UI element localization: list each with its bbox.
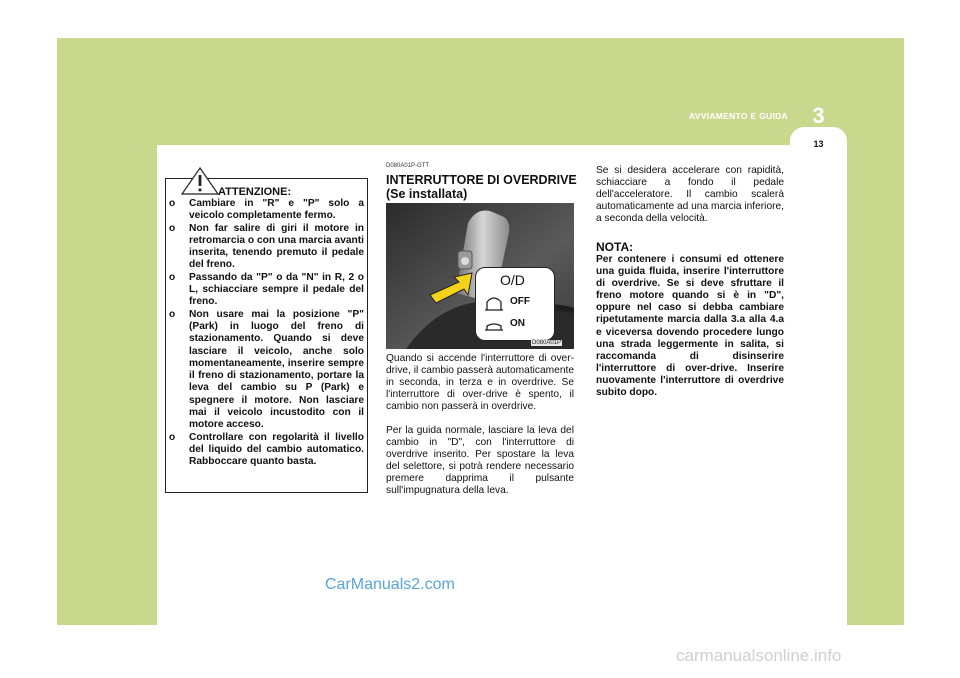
overdrive-paragraph-2: Per la guida normale, lasciare la leva del cambio in "D", con l'interruttore di overdrive inserito. Per spostare la leva del selettore, si potrà rendere necessario premere dapprima il pulsante sull'impugnatura della leva. bbox=[386, 425, 574, 497]
warning-triangle-icon bbox=[180, 166, 220, 196]
warning-item: o Passando da "P" o da "N" in R, 2 o L, schiacciare sempre il pedale del freno. bbox=[168, 272, 364, 309]
on-label: ON bbox=[510, 318, 525, 329]
top-margin bbox=[0, 0, 960, 38]
warning-title: ATTENZIONE: bbox=[218, 186, 292, 198]
note-title: NOTA: bbox=[596, 240, 634, 254]
overdrive-paragraph-1: Quando si accende l'interruttore di over-drive, il cambio passerà automaticamente in seconda, in terza e in overdrive. Se l'interruttore di over-drive è spento, il cambio non passerà in overdrive. bbox=[386, 353, 574, 413]
acceleration-paragraph: Se si desidera accelerare con rapidità, schiacciare a fondo il pedale dell'acceleratore. Il cambio scalerà automaticamente ad una marcia inferiore, a seconda della velocità. bbox=[596, 165, 785, 225]
page-number: 13 bbox=[813, 139, 824, 149]
note-text: Per contenere i consumi ed ottenere una guida fluida, inserire l'interruttore di overdrive. Se si deve sfruttare il freno motore quando si è in "D", oppure nel caso si debba cambiare ripetutamente marcia dalla 3.a alla 4.a e viceversa dovendo procedere lungo una strada leggermente in salita, si raccomanda di disinserire l'interruttore di over-drive. Inserire nuovamente l'interruttore di overdrive subito dopo. bbox=[596, 254, 784, 399]
chapter-number: 3 bbox=[812, 103, 825, 128]
warning-item: o Cambiare in "R" e "P" solo a veicolo completamente fermo. bbox=[168, 198, 364, 223]
pointer-arrow-icon bbox=[428, 271, 474, 305]
watermark-carmanualsonline[interactable]: carmanualsonline.info bbox=[676, 646, 842, 665]
watermark-carmanuals2[interactable]: CarManuals2.com bbox=[325, 576, 455, 593]
image-code: D080A01P bbox=[532, 340, 562, 346]
overdrive-photo bbox=[386, 203, 574, 349]
switch-off-icon bbox=[484, 292, 504, 312]
switch-on-icon bbox=[484, 314, 504, 334]
section-code: D080A01P-GTT bbox=[386, 163, 430, 169]
warning-list bbox=[168, 198, 364, 469]
warning-item: o Non far salire di giri il motore in retromarcia o con una marcia avanti inserita, tenendo premuto il pedale del freno. bbox=[168, 223, 364, 272]
od-switch-inset bbox=[475, 267, 555, 341]
warning-item: o Controllare con regolarità il livello del liquido del cambio automatico. Rabboccare quanto basta. bbox=[168, 432, 364, 469]
off-label: OFF bbox=[510, 296, 530, 307]
warning-item: o Non usare mai la posizione "P" (Park) in luogo del freno di stazionamento. Quando si deve lasciare il veicolo, anche solo momentaneamente, inserire sempre il freno di stazionamento, portare la leva del cambio su P (Park) e spegnere il motore. Non lasciare mai il veicolo incustodito con il motore acceso. bbox=[168, 309, 364, 432]
od-label: O/D bbox=[500, 272, 525, 288]
section-title: INTERRUTTORE DI OVERDRIVE (Se installata) bbox=[386, 173, 577, 201]
chapter-title: AVVIAMENTO E GUIDA bbox=[688, 111, 788, 121]
